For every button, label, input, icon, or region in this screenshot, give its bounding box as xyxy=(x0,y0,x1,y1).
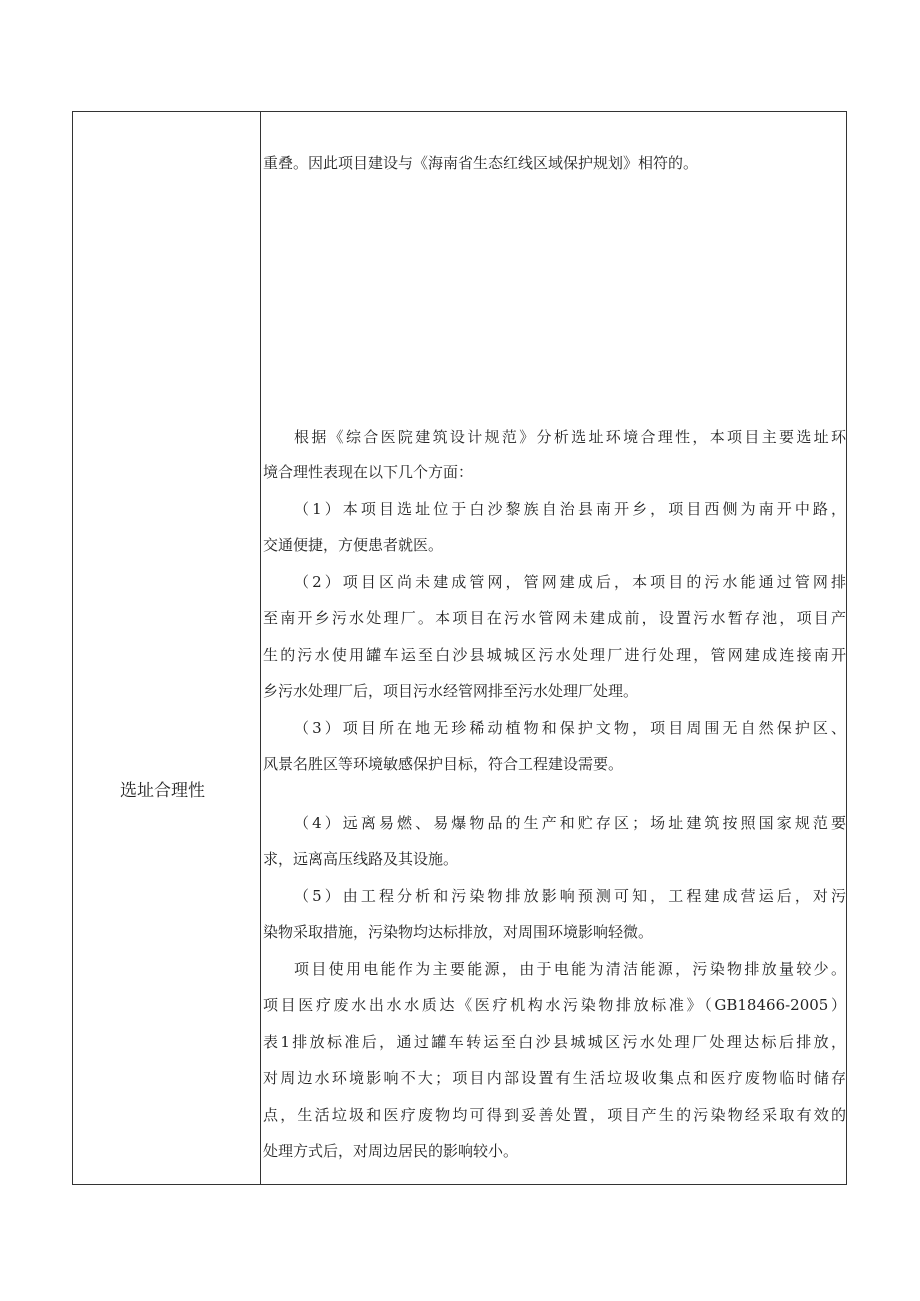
paragraph-line: （2）项目区尚未建成管网，管网建成后，本项目的污水能通过管网排 xyxy=(294,573,846,591)
row-label: 选址合理性 xyxy=(120,781,205,801)
paragraph-line: （1）本项目选址位于白沙黎族自治县南开乡，项目西侧为南开中路， xyxy=(294,500,846,518)
paragraph-line: 求，远离高压线路及其设施。 xyxy=(263,850,459,868)
paragraph-line: 项目使用电能作为主要能源，由于电能为清洁能源，污染物排放量较少。 xyxy=(294,960,846,978)
paragraph-line: 重叠。因此项目建设与《海南省生态红线区域保护规划》相符的。 xyxy=(263,154,699,172)
row-label-cell xyxy=(73,112,260,1184)
paragraph-line: 根据《综合医院建筑设计规范》分析选址环境合理性，本项目主要选址环 xyxy=(294,428,846,446)
paragraph-line: 点，生活垃圾和医疗废物均可得到妥善处置，项目产生的污染物经采取有效的 xyxy=(263,1106,846,1124)
paragraph-line: 处理方式后，对周边居民的影响较小。 xyxy=(263,1142,519,1160)
document-table xyxy=(72,111,847,1185)
paragraph-line: 表1排放标准后，通过罐车转运至白沙县城城区污水处理厂处理达标后排放， xyxy=(263,1033,846,1051)
paragraph-line: 风景名胜区等环境敏感保护目标，符合工程建设需要。 xyxy=(263,755,624,773)
paragraph-line: 至南开乡污水处理厂。本项目在污水管网未建成前，设置污水暂存池，项目产 xyxy=(263,609,846,627)
row-content-cell xyxy=(261,112,846,1184)
paragraph-line: 乡污水处理厂后，项目污水经管网排至污水处理厂处理。 xyxy=(263,682,639,700)
paragraph-line: 交通便捷，方便患者就医。 xyxy=(263,536,444,554)
paragraph-line: （5）由工程分析和污染物排放影响预测可知，工程建成营运后，对污 xyxy=(294,887,846,905)
paragraph-line: 生的污水使用罐车运至白沙县城城区污水处理厂进行处理，管网建成连接南开 xyxy=(263,646,846,664)
paragraph-line: （4）远离易燃、易爆物品的生产和贮存区；场址建筑按照国家规范要 xyxy=(294,814,846,832)
paragraph-line: 对周边水环境影响不大；项目内部设置有生活垃圾收集点和医疗废物临时储存 xyxy=(263,1069,846,1087)
paragraph-line: 境合理性表现在以下几个方面： xyxy=(263,463,474,481)
paragraph-line: 染物采取措施，污染物均达标排放，对周围环境影响轻微。 xyxy=(263,923,654,941)
paragraph-line: （3）项目所在地无珍稀动植物和保护文物，项目周围无自然保护区、 xyxy=(294,719,846,737)
paragraph-line: 项目医疗废水出水水质达《医疗机构水污染物排放标准》（GB18466-2005） xyxy=(263,996,846,1014)
